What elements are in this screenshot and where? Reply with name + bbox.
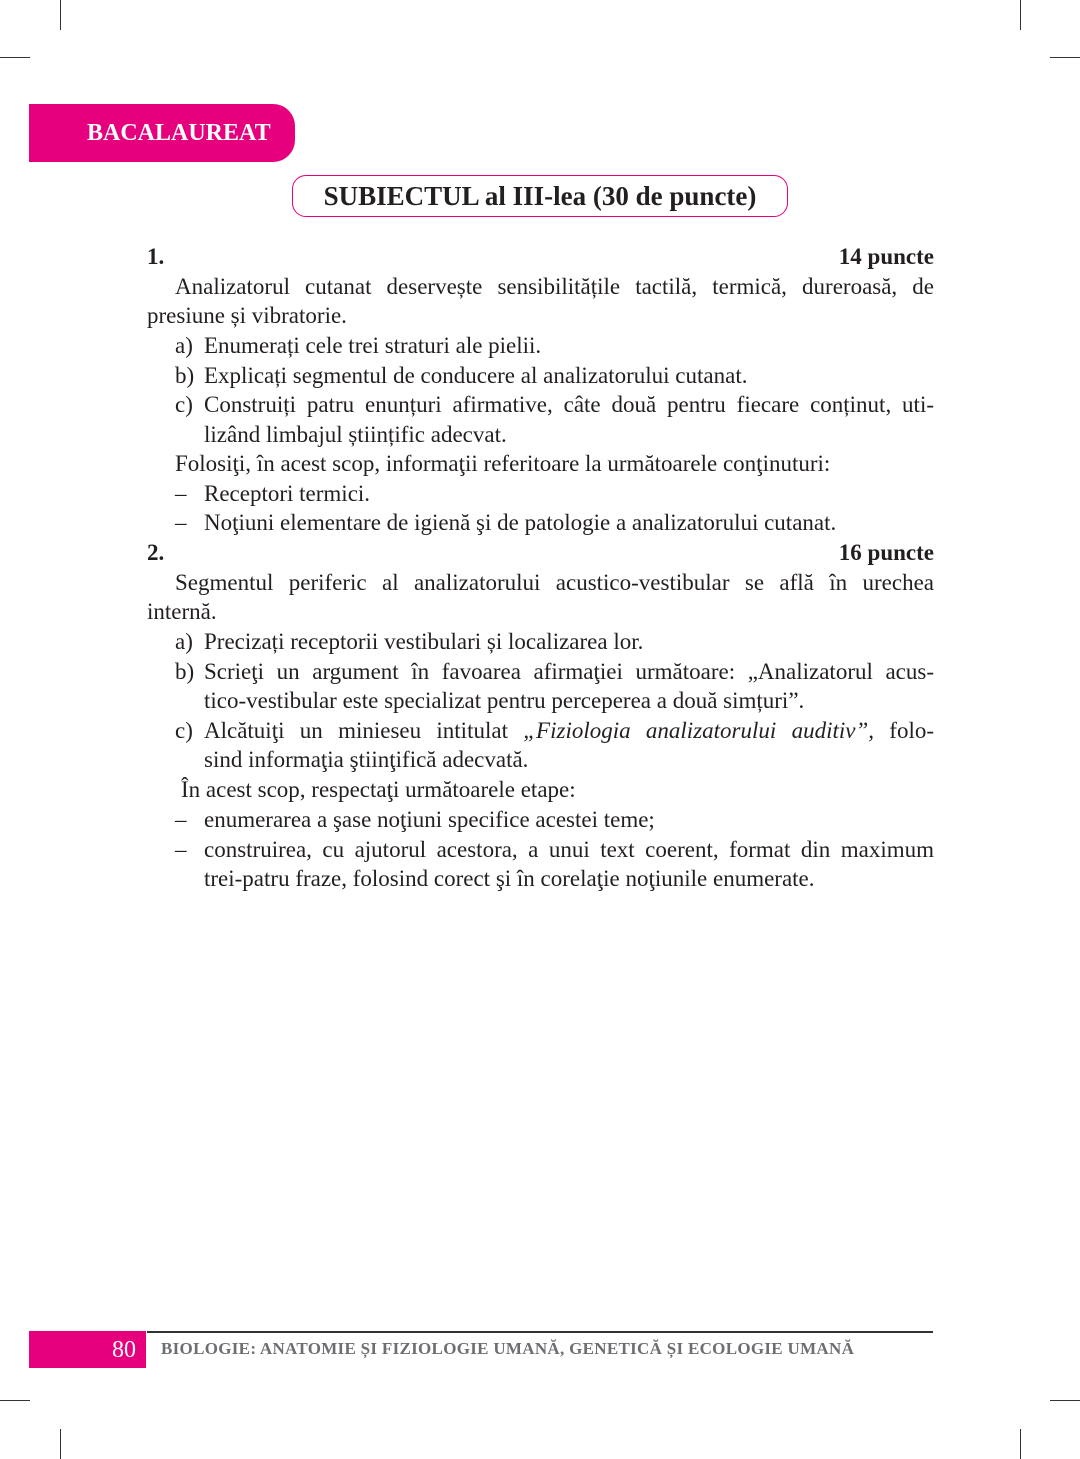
- crop-mark: [60, 1429, 61, 1459]
- essay-title: „Fiziologia analizatorului auditiv”,: [523, 718, 874, 743]
- item-text: Scrieţi un argument în favoarea afirmaţiei următoare: „Analizatorul acus-: [204, 659, 934, 684]
- question-number: 1.: [147, 244, 165, 269]
- intro-text: Segmentul periferic al analizatorului acustico-vestibular se află în urechea: [175, 570, 934, 595]
- bullet-text: enumerarea a şase noţiuni specifice acestei teme;: [204, 807, 655, 832]
- bullet-text: Noţiuni elementare de igienă şi de patologie a analizatorului cutanat.: [204, 510, 837, 535]
- question-number: 2.: [147, 540, 165, 565]
- item-text: lizând limbajul științific adecvat.: [204, 422, 507, 447]
- question-header: [147, 538, 934, 568]
- crop-mark: [1050, 57, 1080, 58]
- intro-text: internă.: [147, 599, 217, 624]
- intro-text: presiune și vibratorie.: [147, 303, 347, 328]
- section-badge: BACALAUREAT: [29, 104, 295, 162]
- dash-mark: –: [175, 510, 187, 535]
- item-mark: a): [175, 333, 193, 358]
- intro-text: Analizatorul cutanat deservește sensibilitățile tactilă, termică, dureroasă, de: [175, 274, 934, 299]
- question-header: [147, 242, 934, 272]
- item-mark: b): [175, 659, 195, 684]
- item-text-part: Alcătuiţi un minieseu intitulat: [204, 718, 508, 743]
- instruction-text: Folosiţi, în acest scop, informaţii referitoare la următoarele conţinuturi:: [175, 451, 831, 476]
- item-text: Explicați segmentul de conducere al analizatorului cutanat.: [204, 363, 748, 388]
- instruction-text: În acest scop, respectaţi următoarele etape:: [181, 777, 576, 802]
- item-text: Construiți patru enunțuri afirmative, câte două pentru fiecare conținut, uti-: [204, 392, 934, 417]
- crop-mark: [0, 57, 30, 58]
- item-mark: c): [175, 392, 193, 417]
- item-text: [204, 716, 934, 746]
- bullet-text: trei-patru fraze, folosind corect şi în corelaţie noţiunile enumerate.: [204, 866, 815, 891]
- item-text: Precizați receptorii vestibulari și localizarea lor.: [204, 629, 644, 654]
- item-text: tico-vestibular este specializat pentru perceperea a două simțuri”.: [204, 688, 805, 713]
- item-mark: c): [175, 718, 193, 743]
- item-mark: a): [175, 629, 193, 654]
- page-number: 80: [29, 1331, 146, 1368]
- item-text: Enumerați cele trei straturi ale pielii.: [204, 333, 542, 358]
- crop-mark: [1050, 1400, 1080, 1401]
- running-title: BIOLOGIE: ANATOMIE ȘI FIZIOLOGIE UMANĂ, GENETICĂ ȘI ECOLOGIE UMANĂ: [161, 1339, 855, 1358]
- crop-mark: [0, 1400, 30, 1401]
- dash-mark: –: [175, 481, 187, 506]
- dash-mark: –: [175, 807, 187, 832]
- item-text-part: folo-: [889, 718, 934, 743]
- bullet-text: Receptori termici.: [204, 481, 371, 506]
- item-text: sind informaţia ştiinţifică adecvată.: [204, 747, 529, 772]
- bullet-text: construirea, cu ajutorul acestora, a unui text coerent, format din maximum: [204, 837, 934, 862]
- question-points: 14 puncte: [838, 244, 934, 269]
- footer-divider: [147, 1331, 933, 1333]
- crop-mark: [1020, 1429, 1021, 1459]
- crop-mark: [1020, 0, 1021, 30]
- crop-mark: [60, 0, 61, 30]
- question-points: 16 puncte: [838, 540, 934, 565]
- item-mark: b): [175, 363, 195, 388]
- page-title: SUBIECTUL al III-lea (30 de puncte): [292, 175, 788, 217]
- dash-mark: –: [175, 837, 187, 862]
